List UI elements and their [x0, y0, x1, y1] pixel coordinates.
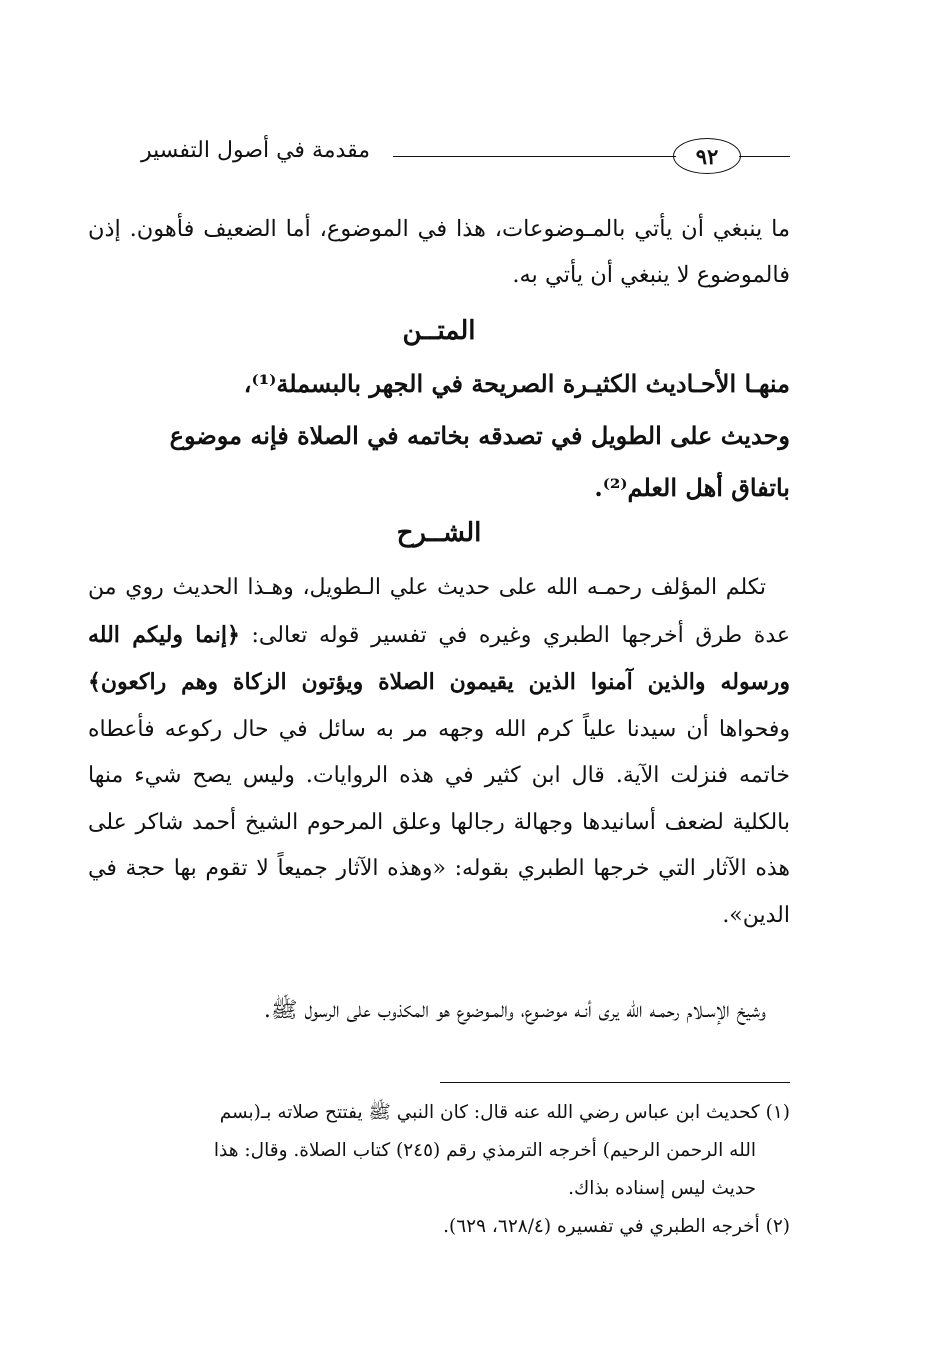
- footnote-1-line-1: (١) كحديث ابن عباس رضي الله عنه قال: كان النبي ﷺ يفتتح صلاته بـ(بسم: [219, 1102, 790, 1123]
- book-page: [88, 0, 790, 1365]
- page-number: ٩٢: [673, 138, 741, 174]
- sharh-paragraph-2: وشيخ الإسـلام رحمـه الله يرى أنـه موضـوع، والمـوضوع هو المكذوب على الرسول ﷺ.: [263, 998, 766, 1023]
- matn-line-3: باتفاق أهل العلم⁽²⁾.: [594, 473, 790, 502]
- intro-paragraph: ما ينبغي أن يأتي بالمـوضوعات، هذا في الموضوع، أما الضعيف فأهون. إذن فالموضوع لا ينبغي أن يأتي به.: [88, 216, 790, 288]
- sharh-paragraph-1: [88, 565, 790, 939]
- header-rule-left: [393, 156, 676, 157]
- sharh-heading: الشــرح: [396, 518, 482, 548]
- sharh-text-b: وفحواها أن سيدنا علياً كرم الله وجهه مر به سائل في حال ركوعه فأعطاه خاتمه فنزلت الآية. قال ابن كثير في هذه الروايات. وليس يصح شيء منها بالكلية لضعف أسانيدها وجهالة رجالها وعلق المرحوم الشيخ أحمد شاكر على هذه الآثار التي خرجها الطبري بقوله: «وهذه الآثار جميعاً لا تقوم بها حجة في الدين».: [88, 716, 790, 928]
- footnote-2: (٢) أخرجه الطبري في تفسيره (٦٢٨/٤، ٦٢٩).: [443, 1216, 790, 1237]
- footnote-separator: [440, 1082, 790, 1083]
- matn-text: [88, 358, 790, 514]
- matn-heading: المتــن: [402, 316, 476, 346]
- page-header: [88, 134, 790, 184]
- footnotes: [88, 1094, 790, 1246]
- footnote-1-line-3: حديث ليس إسناده بذاك.: [568, 1178, 756, 1199]
- footnote-1: [88, 1094, 790, 1208]
- quran-verse: ﴿إنما وليكم الله ورسوله والذين آمنوا الذين يقيمون الصلاة ويؤتون الزكاة وهم راكعون﴾: [88, 621, 790, 695]
- header-rule-right: [739, 156, 790, 157]
- book-title: مقدمة في أصول التفسير: [140, 138, 370, 163]
- matn-line-2: وحديث على الطويل في تصدقه بخاتمه في الصلاة فإنه موضوع: [169, 421, 790, 450]
- matn-line-1: منهـا الأحـاديث الكثيـرة الصريحة في الجهر بالبسملة⁽¹⁾،: [243, 369, 790, 398]
- sharh-text-a: تكلم المؤلف رحمـه الله على حديث علي الـطويل، وهـذا الحديث روي من عدة طرق أخرجها الطبري وغيره في تفسير قوله تعالى:: [88, 575, 790, 648]
- footnote-1-line-2: الله الرحمن الرحيم) أخرجه الترمذي رقم (٢٤٥) كتاب الصلاة. وقال: هذا: [213, 1140, 756, 1161]
